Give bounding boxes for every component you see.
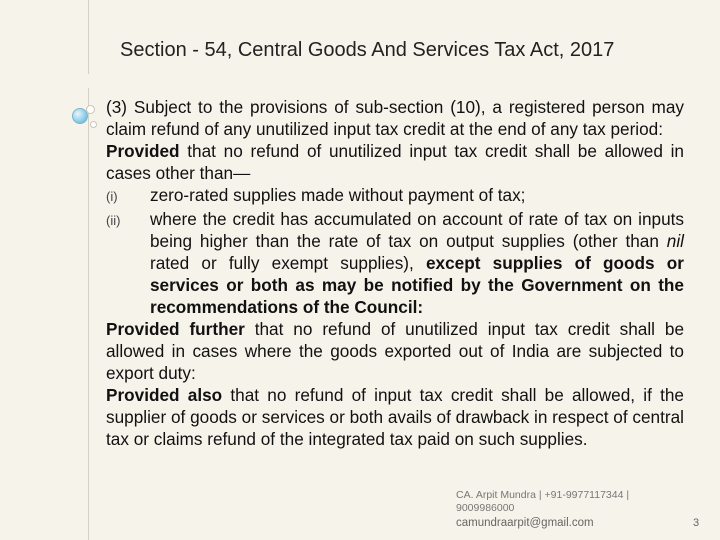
proviso-1-lead: Provided (106, 141, 180, 161)
proviso-3-lead: Provided also (106, 385, 223, 405)
footer-author-line1: CA. Arpit Mundra | +91-9977117344 | (456, 489, 630, 501)
decorative-rule-top (88, 0, 89, 74)
list-item-text: zero-rated supplies made without payment of tax; (150, 185, 526, 205)
proviso-1-text: that no refund of unutilized input tax credit shall be allowed in cases other than— (106, 141, 684, 183)
footer-author-line2: 9009986000 (456, 502, 515, 514)
proviso-3 (106, 384, 684, 450)
item-ii-text-a: where the credit has accumulated on account of rate of tax on inputs being higher than the rate of tax on output supplies (other than (150, 209, 684, 251)
list-marker: (i) (106, 189, 118, 204)
list-marker: (ii) (106, 213, 121, 228)
item-ii-text-b: rated or fully exempt supplies), (150, 253, 426, 273)
list-item-i (106, 184, 684, 208)
list-item-ii (106, 208, 684, 318)
decorative-dot-small-icon (90, 121, 97, 128)
proviso-2 (106, 318, 684, 384)
item-ii-bold: except supplies of goods or services or both as may be notified by the Government on the recommendations of the Council: (150, 253, 684, 317)
slide-body (106, 96, 684, 450)
proviso-2-lead: Provided further (106, 319, 245, 339)
item-ii-italic: nil (666, 231, 684, 251)
paragraph-subsection-3: (3) Subject to the provisions of sub-section (10), a registered person may claim refund of any unutilized input tax credit at the end of any tax period: (106, 97, 684, 139)
footer-email: camundraarpit@gmail.com (456, 517, 594, 529)
proviso-2-text: that no refund of unutilized input tax credit shall be allowed in cases where the goods exported out of India are subjected to export duty: (106, 319, 684, 383)
page-number: 3 (693, 517, 700, 529)
proviso-1 (106, 140, 684, 184)
footer-author (456, 489, 629, 515)
list-item-text (150, 208, 684, 318)
slide-title: Section - 54, Central Goods And Services Tax Act, 2017 (120, 39, 615, 61)
decorative-rule (88, 88, 89, 540)
proviso-3-text: that no refund of input tax credit shall be allowed, if the supplier of goods or services or both avails of drawback in respect of central tax or claims refund of the integrated tax paid on such supplies. (106, 385, 684, 449)
decorative-dot-icon (86, 105, 95, 114)
